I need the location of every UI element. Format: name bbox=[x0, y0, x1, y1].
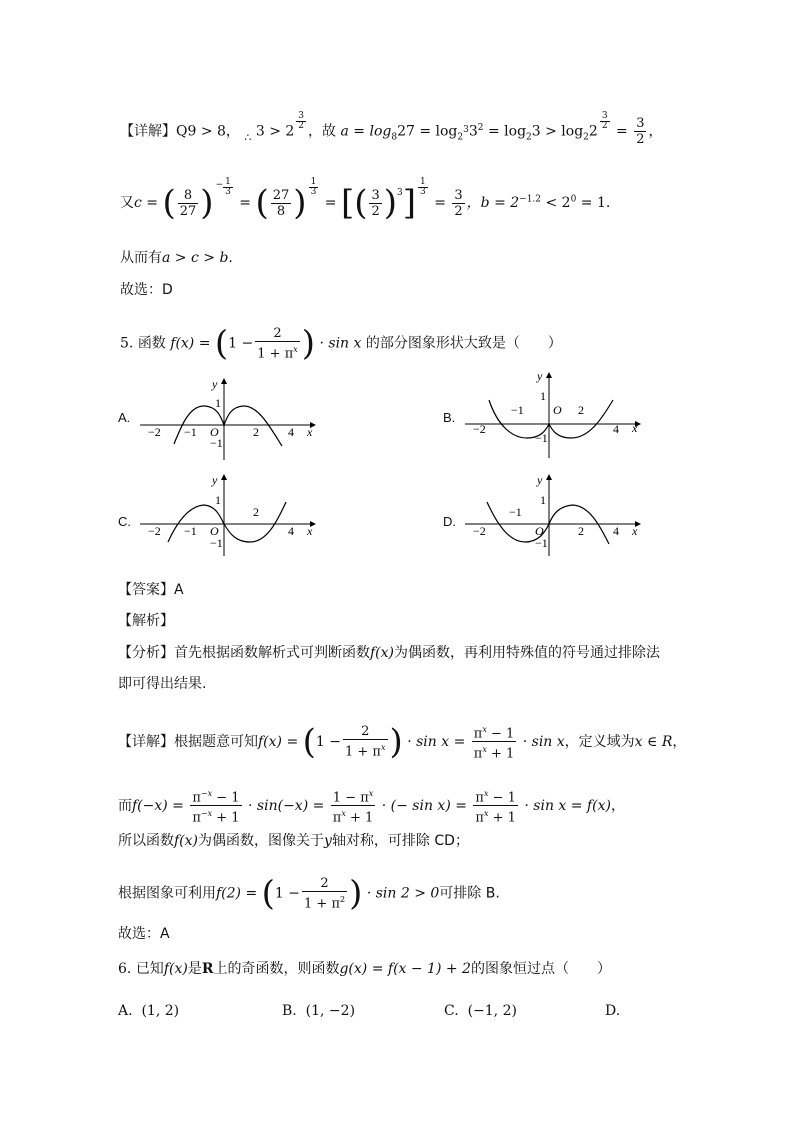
y-arrow bbox=[221, 474, 227, 480]
er-line: 而f(−x) = $\frac{\pi^{-x} - 1}{\pi^{-x} + 1}$ · sin(−x) = $\frac{1 - \pi^x}{\pi^x + 1}$ · (− sin x) = $\frac{\pi^x - 1}{\pi^x + 1}$ · sin x = f(x)， bbox=[118, 786, 625, 826]
svg-text:1: 1 bbox=[540, 389, 546, 403]
svg-text:O: O bbox=[553, 403, 562, 417]
svg-text:x: x bbox=[307, 425, 313, 439]
graph-option-a[interactable]: A. y x O 1 −1 −2 −1 2 4 bbox=[118, 372, 328, 464]
graph-option-b[interactable]: B. y x O 1 −1 −2 −1 2 4 bbox=[443, 366, 653, 458]
svg-text:−2: −2 bbox=[473, 422, 486, 436]
final-choice-line: 故选：A bbox=[118, 926, 170, 942]
fenxi-line-1: 【分析】首先根据函数解析式可判断函数f(x)为偶函数，再利用特殊值的符号通过排除法 bbox=[118, 645, 661, 661]
graph-option-c[interactable]: C. y x O 1 −1 −2 −1 2 4 bbox=[118, 472, 328, 564]
q6-option-a[interactable]: A. (1, 2) bbox=[118, 1003, 180, 1019]
svg-text:x: x bbox=[632, 524, 638, 538]
detail-line-3: 从而有a > c > b. bbox=[120, 250, 233, 266]
svg-text:−1: −1 bbox=[535, 536, 548, 550]
svg-text:−1: −1 bbox=[210, 436, 223, 450]
question-5: 5. 函数 f(x) = (1 − $\frac{2}{1 + \pi^x}$ ) · sin x 的部分图象形状大致是（ ） bbox=[120, 323, 562, 364]
graph-option-d[interactable]: D. y x O 1 −1 −2 −1 2 4 bbox=[443, 472, 653, 564]
answer-line: 【答案】A bbox=[118, 582, 184, 598]
svg-text:y: y bbox=[537, 369, 543, 383]
svg-text:1: 1 bbox=[215, 396, 221, 410]
svg-text:−2: −2 bbox=[148, 425, 161, 439]
svg-text:−1: −1 bbox=[511, 403, 524, 417]
svg-text:y: y bbox=[212, 473, 218, 487]
y-arrow bbox=[546, 372, 552, 378]
curve-b bbox=[489, 400, 613, 438]
svg-text:O: O bbox=[210, 425, 219, 439]
svg-text:−1: −1 bbox=[184, 524, 197, 538]
q6-option-c[interactable]: C. (−1, 2) bbox=[444, 1003, 517, 1019]
fenxi-line-2: 即可得出结果. bbox=[118, 676, 207, 692]
svg-text:4: 4 bbox=[288, 524, 294, 538]
svg-text:1: 1 bbox=[215, 493, 221, 507]
svg-text:4: 4 bbox=[613, 524, 619, 538]
svg-text:4: 4 bbox=[613, 422, 619, 436]
svg-text:4: 4 bbox=[288, 425, 294, 439]
genju-line: 根据图象可利用f(2) = (1 − $\frac{2}{1 + \pi^2}$ ) · sin 2 > 0可排除 B. bbox=[118, 873, 500, 914]
curve-d bbox=[487, 502, 609, 544]
svg-text:−2: −2 bbox=[148, 524, 161, 538]
detail-line-1: 【详解】Q9 > 8， $_\therefore$ 3 > 2 $\frac{3}{2}$ ，故 $a = \log_827 = \log_2^33^2 = \log_23 > \log_22$ $\frac{3}{2}$ = $\frac{3}{2}$ ， bbox=[120, 111, 663, 147]
svg-text:1: 1 bbox=[540, 493, 546, 507]
svg-text:x: x bbox=[307, 524, 313, 538]
question-6: 6. 已知f(x)是R上的奇函数，则函数g(x) = f(x − 1) + 2的图象恒过点（ ） bbox=[118, 961, 611, 977]
xiangjie-line: 【详解】根据题意可知f(x) = (1 − $\frac{2}{1 + \pi^x}$ ) · sin x = $\frac{\pi^x - 1}{\pi^x + 1}$ · sin x，定义域为x ∈ R， bbox=[118, 721, 687, 762]
choice-d-line: 故选：D bbox=[120, 282, 173, 298]
y-arrow bbox=[221, 378, 227, 384]
svg-text:2: 2 bbox=[578, 524, 584, 538]
analysis-heading: 【解析】 bbox=[118, 613, 174, 629]
svg-text:y: y bbox=[537, 473, 543, 487]
svg-text:−1: −1 bbox=[184, 425, 197, 439]
svg-text:−1: −1 bbox=[509, 505, 522, 519]
graph-a-svg bbox=[118, 372, 328, 464]
svg-text:2: 2 bbox=[253, 425, 259, 439]
svg-text:y: y bbox=[212, 377, 218, 391]
q6-option-b[interactable]: B. (1, −2) bbox=[282, 1003, 356, 1019]
svg-text:O: O bbox=[210, 524, 219, 538]
graph-b-svg bbox=[443, 366, 653, 458]
suoyi-line: 所以函数f(x)为偶函数，图像关于y轴对称，可排除 CD； bbox=[118, 833, 469, 849]
q6-option-d[interactable]: D. bbox=[605, 1003, 621, 1019]
svg-text:O: O bbox=[535, 524, 544, 538]
svg-text:x: x bbox=[632, 421, 638, 435]
graph-d-svg bbox=[443, 472, 653, 564]
detail-line-2: 又c = ( $\frac{8}{27}$ ) − $\frac{1}{3}$ = ( $\frac{27}{8}$ ) $\frac{1}{3}$ = [( $\frac{3}{2}$ )$^3$] $\frac{1}{3}$ = $\frac{3}{2}$ ，$b = 2^{-1.2} < 2^0 = 1$. bbox=[120, 176, 611, 223]
svg-text:−1: −1 bbox=[210, 536, 223, 550]
detail-tag: 【详解】 bbox=[120, 123, 176, 140]
y-arrow bbox=[546, 474, 552, 480]
svg-text:2: 2 bbox=[253, 505, 259, 519]
svg-text:−2: −2 bbox=[473, 524, 486, 538]
graph-c-svg bbox=[118, 472, 328, 564]
svg-text:−1: −1 bbox=[535, 431, 548, 445]
svg-text:2: 2 bbox=[578, 403, 584, 417]
